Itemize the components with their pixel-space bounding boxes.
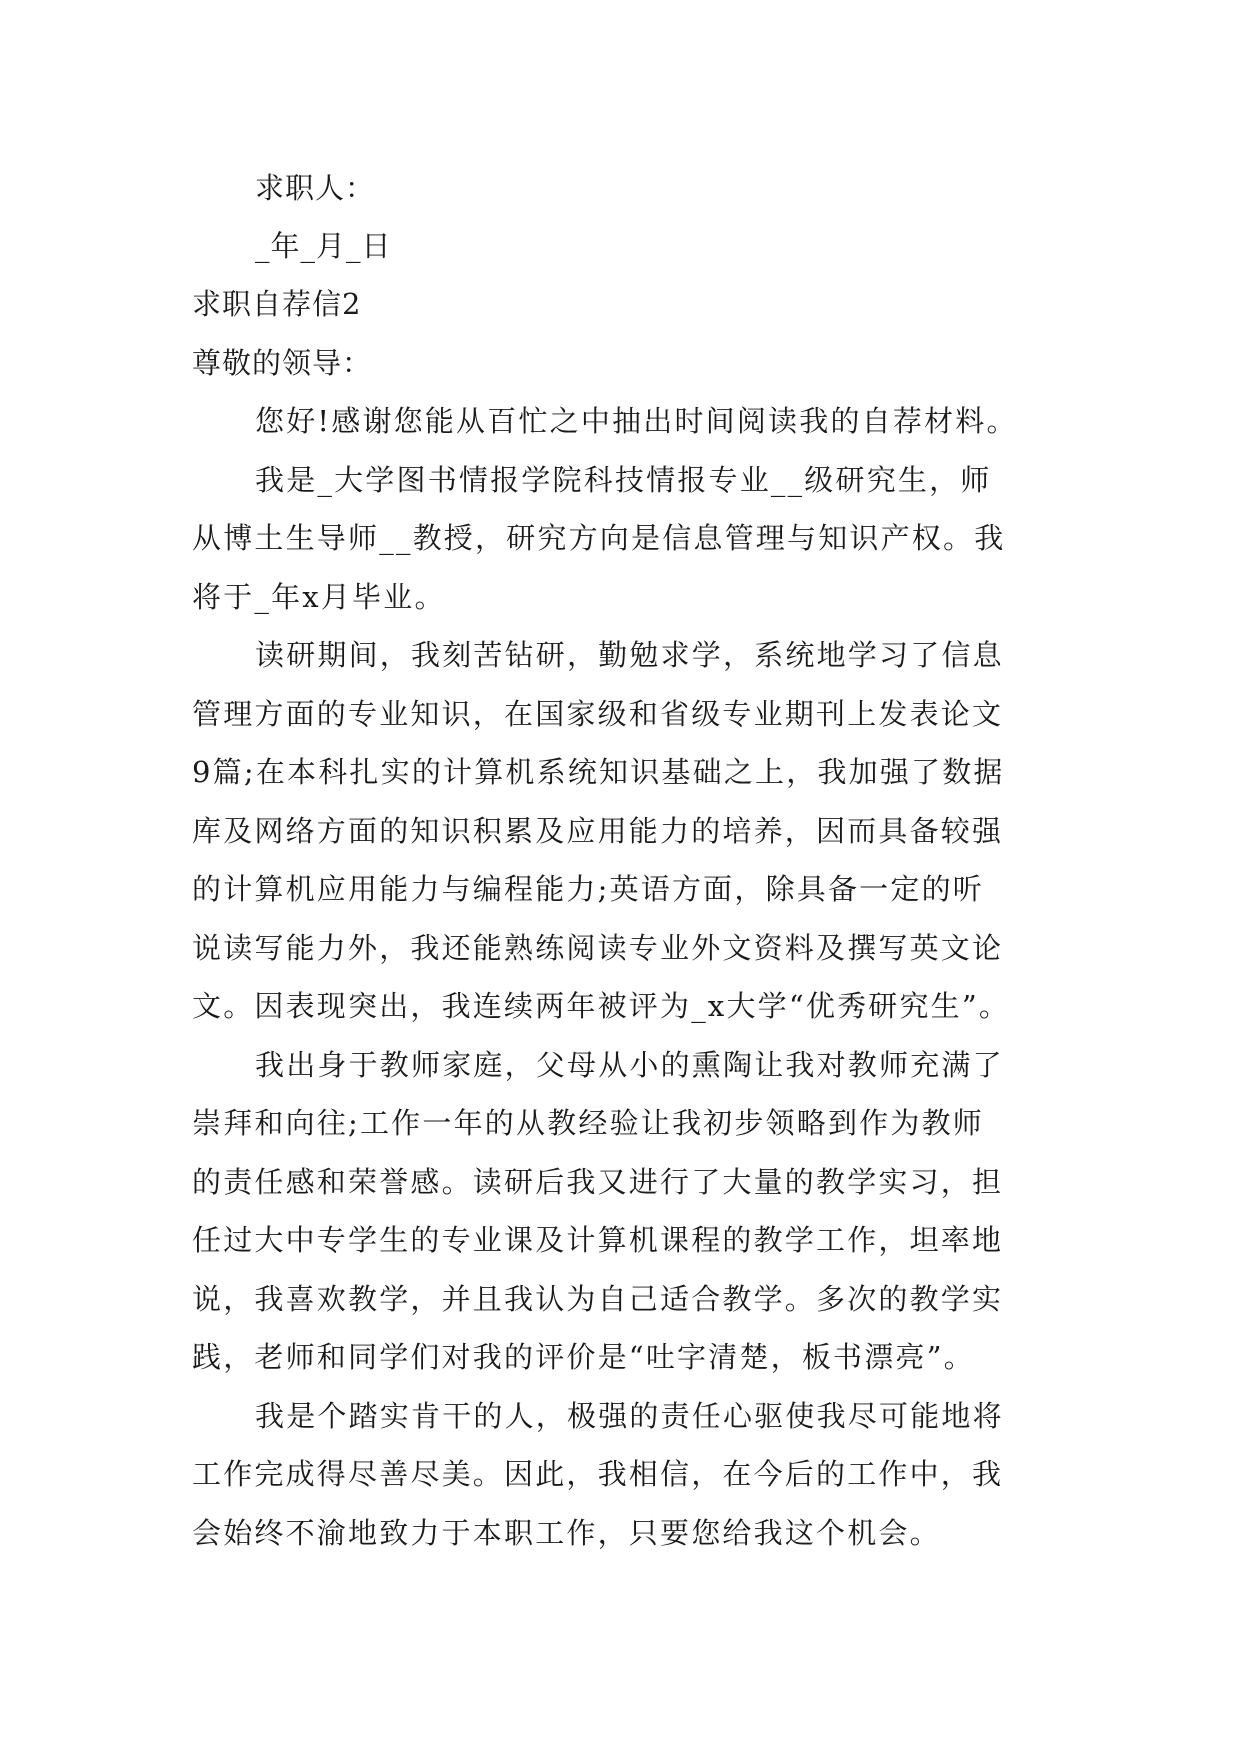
letter-heading: 求职自荐信2 [192,287,362,321]
signature-line: 求职人： [255,171,376,205]
paragraph-line: 工作完成得尽善尽美。因此，我相信，在今后的工作中，我 [192,1457,1004,1491]
paragraph-line: 的责任感和荣誉感。读研后我又进行了大量的教学实习，担 [192,1165,1004,1199]
paragraph-line: 我是个踏实肯干的人，极强的责任心驱使我尽可能地将 [255,1399,1004,1433]
paragraph-line: 9篇;在本科扎实的计算机系统知识基础之上，我加强了数据 [192,755,1005,789]
paragraph-line: 践，老师和同学们对我的评价是“吐字清楚，板书漂亮”。 [192,1340,975,1374]
paragraph-line: 我是_大学图书情报学院科技情报专业__级研究生，师 [255,463,992,497]
date-line: _年_月_日 [255,229,392,263]
paragraph-line: 管理方面的专业知识，在国家级和省级专业期刊上发表论文 [192,697,1004,731]
paragraph-line: 您好!感谢您能从百忙之中抽出时间阅读我的自荐材料。 [255,404,1018,438]
paragraph-line: 任过大中专学生的专业课及计算机课程的教学工作，坦率地 [192,1223,1004,1257]
paragraph-line: 会始终不渝地致力于本职工作，只要您给我这个机会。 [192,1516,941,1550]
paragraph-line: 说读写能力外，我还能熟练阅读专业外文资料及撰写英文论 [192,931,1004,965]
paragraph-line: 库及网络方面的知识积累及应用能力的培养，因而具备较强 [192,814,1004,848]
paragraph-line: 读研期间，我刻苦钻研，勤勉求学，系统地学习了信息 [255,638,1004,672]
paragraph-line: 从博土生导师__教授，研究方向是信息管理与知识产权。我 [192,521,1006,555]
paragraph-line: 的计算机应用能力与编程能力;英语方面，除具备一定的听 [192,872,984,906]
paragraph-line: 崇拜和向往;工作一年的从教经验让我初步领略到作为教师 [192,1106,984,1140]
paragraph-line: 我出身于教师家庭，父母从小的熏陶让我对教师充满了 [255,1048,1004,1082]
paragraph-line: 文。因表现突出，我连续两年被评为_x大学“优秀研究生”。 [192,989,1011,1023]
salutation: 尊敬的领导： [192,346,373,380]
paragraph-line: 说，我喜欢教学，并且我认为自己适合教学。多次的教学实 [192,1282,1004,1316]
paragraph-line: 将于_年x月毕业。 [192,580,446,614]
